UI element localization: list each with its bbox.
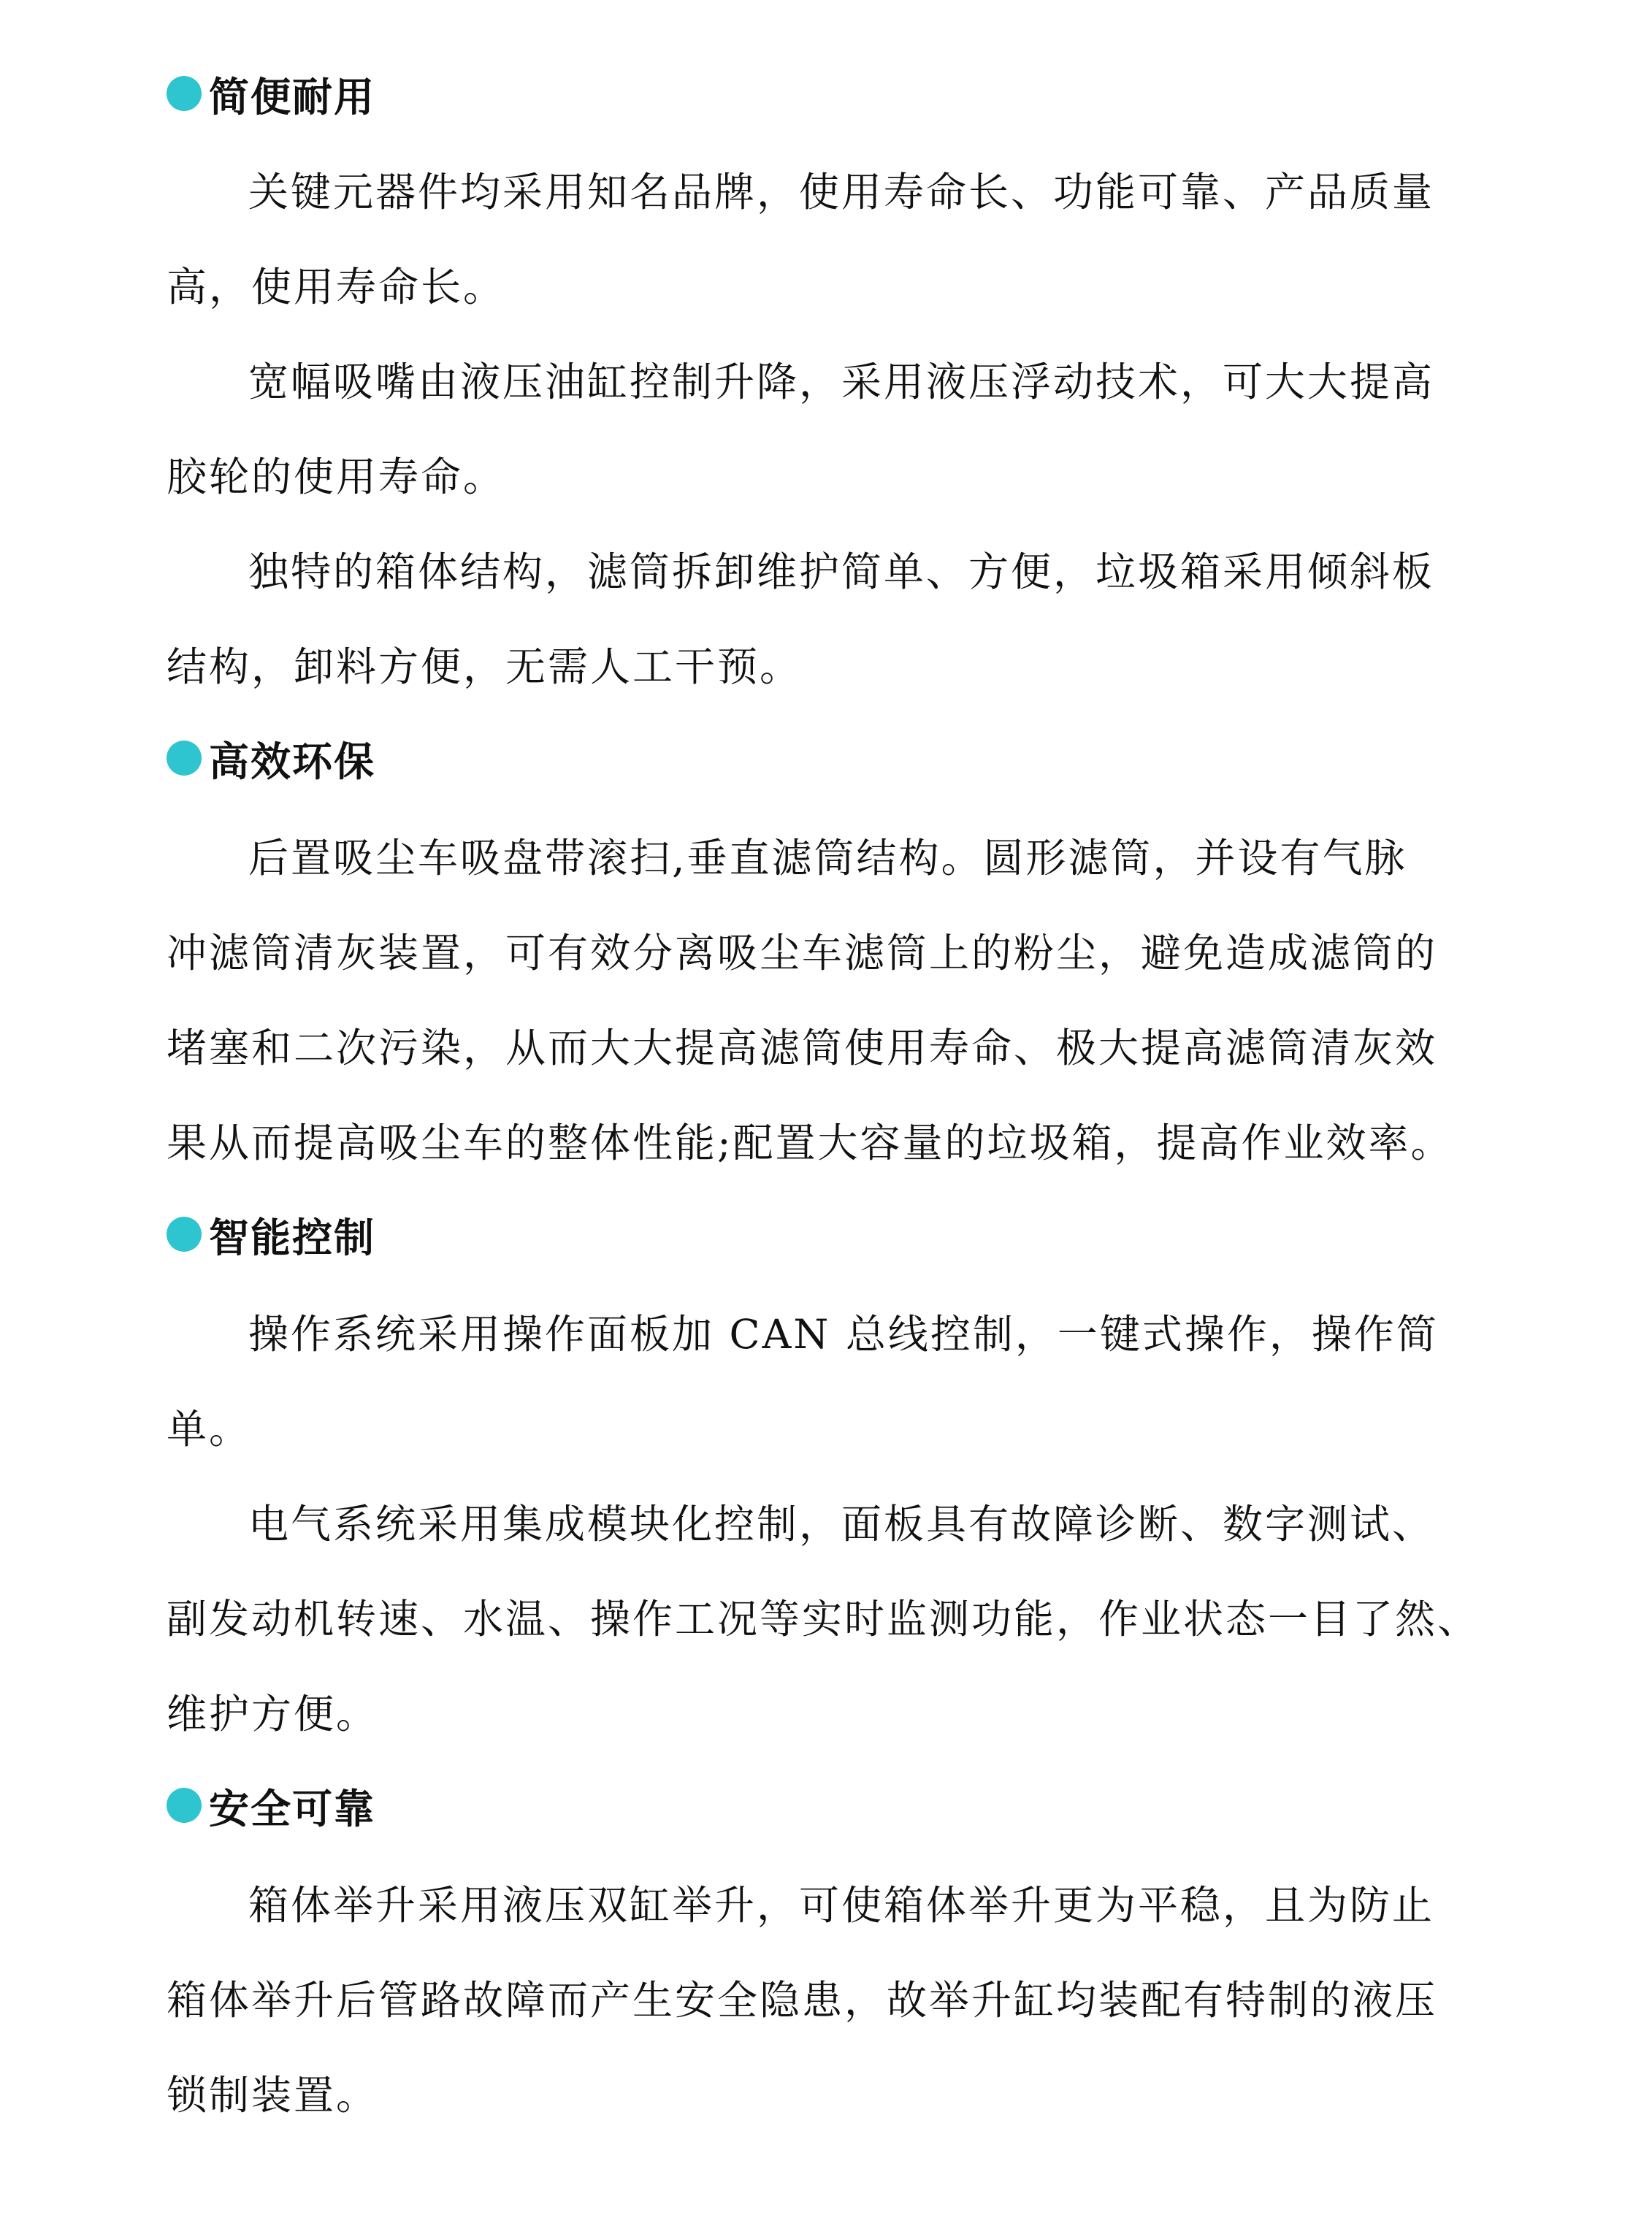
bullet-dot-icon (167, 1788, 202, 1823)
text-line: 果从而提高吸尘车的整体性能;配置大容量的垃圾箱，提高作业效率。 (167, 1120, 1453, 1166)
paragraph (167, 811, 1496, 1190)
paragraph (167, 1477, 1496, 1761)
text-line: 结构，卸料方便，无需人工干预。 (167, 643, 803, 690)
text-line: 维护方便。 (167, 1691, 379, 1737)
section-title: 安全可靠 (209, 1785, 376, 1832)
section-title: 简便耐用 (209, 73, 376, 121)
text-line: 箱体举升采用液压双缸举升，可使箱体举升更为平稳，且为防止 (248, 1882, 1435, 1929)
text-line: 箱体举升后管路故障而产生安全隐患，故举升缸均装配有特制的液压 (167, 1977, 1438, 2024)
text-line: 副发动机转速、水温、操作工况等实时监测功能，作业状态一目了然、 (167, 1596, 1480, 1642)
text-line: 电气系统采用集成模块化控制，面板具有故障诊断、数字测试、 (248, 1501, 1435, 1548)
section-heading-durable (167, 64, 375, 123)
text-line: 单。 (167, 1406, 252, 1453)
paragraph (167, 145, 1496, 334)
section-heading-smart-control (167, 1205, 375, 1263)
bullet-dot-icon (167, 741, 202, 776)
text-line: 高，使用寿命长。 (167, 264, 506, 310)
bullet-dot-icon (167, 76, 202, 111)
section-heading-eco (167, 729, 375, 787)
section-heading-safety (167, 1776, 375, 1835)
text-line: 宽幅吸嘴由液压油缸控制升降，采用液压浮动技术，可大大提高 (248, 359, 1435, 405)
paragraph (167, 334, 1496, 524)
text-line: 关键元器件均采用知名品牌，使用寿命长、功能可靠、产品质量 (248, 169, 1435, 215)
text-line: 操作系统采用操作面板加 CAN 总线控制，一键式操作，操作简 (248, 1311, 1439, 1358)
text-line: 锁制装置。 (167, 2072, 379, 2119)
section-title: 智能控制 (209, 1214, 376, 1261)
paragraph (167, 1858, 1496, 2143)
text-line: 后置吸尘车吸盘带滚扫,垂直滤筒结构。圆形滤筒，并设有气脉 (248, 835, 1407, 881)
text-line: 冲滤筒清灰装置，可有效分离吸尘车滤筒上的粉尘，避免造成滤筒的 (167, 930, 1438, 976)
paragraph (167, 1287, 1496, 1477)
bullet-dot-icon (167, 1217, 202, 1252)
section-title: 高效环保 (209, 738, 376, 785)
text-line: 胶轮的使用寿命。 (167, 454, 506, 500)
text-line: 堵塞和二次污染，从而大大提高滤筒使用寿命、极大提高滤筒清灰效 (167, 1025, 1438, 1071)
text-line: 独特的箱体结构，滤筒拆卸维护简单、方便，垃圾箱采用倾斜板 (248, 548, 1435, 595)
paragraph (167, 524, 1496, 714)
